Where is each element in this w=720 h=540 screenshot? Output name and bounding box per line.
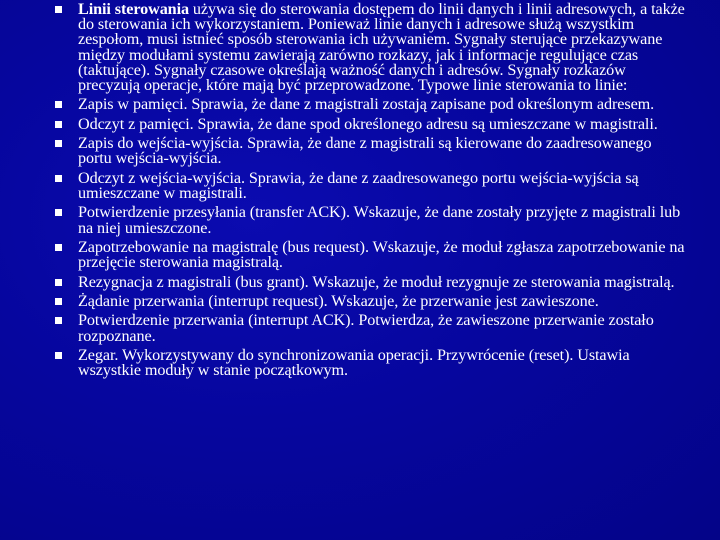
item-bold-text: Linii sterowania	[78, 0, 189, 18]
item-text: Zapotrzebowanie na magistralę (bus request). Wskazuje, że moduł zgłasza zapotrzebowanie na przejęcie sterowania magistralą.	[78, 237, 685, 272]
square-bullet-icon	[55, 209, 62, 216]
square-bullet-icon	[55, 244, 62, 251]
item-text: Odczyt z pamięci. Sprawia, że dane spod określonego adresu są umieszczane w magistrali.	[78, 114, 658, 133]
square-bullet-icon	[55, 298, 62, 305]
list-item	[55, 114, 685, 133]
list-item	[55, 205, 685, 235]
square-bullet-icon	[55, 279, 62, 286]
square-bullet-icon	[55, 317, 62, 324]
list-item	[55, 168, 685, 202]
square-bullet-icon	[55, 101, 62, 108]
list-item	[55, 136, 685, 166]
list-item	[55, 313, 685, 343]
square-bullet-icon	[55, 121, 62, 128]
list-item	[55, 272, 685, 291]
item-text: Zapis do wejścia-wyjścia. Sprawia, że dane z magistrali są kierowane do zaadresowanego portu wejścia-wyjścia.	[78, 134, 652, 168]
list-item	[55, 237, 685, 272]
list-item	[55, 97, 685, 112]
square-bullet-icon	[55, 6, 62, 13]
item-text: Potwierdzenie przerwania (interrupt ACK). Potwierdza, że zawieszone przerwanie zostało rozpoznane.	[78, 311, 654, 345]
bullet-list	[55, 2, 685, 383]
item-text: Odczyt z wejścia-wyjścia. Sprawia, że dane z zaadresowanego portu wejścia-wyjścia są umieszczane w magistrali.	[78, 168, 639, 202]
list-item	[55, 345, 685, 380]
list-item	[55, 2, 685, 93]
item-text: Żądanie przerwania (interrupt request). Wskazuje, że przerwanie jest zawieszone.	[78, 291, 599, 310]
item-text: używa się do sterowania dostępem do linii danych i linii adresowych, a także do sterowania ich wykorzystaniem. Ponieważ linie danych i adresowe służą wszystkim zespołom, musi istnieć sposób sterowania ich używaniem. Sygnały sterujące przekazywane między modułami systemu zawierają zarówno rozkazy, jak i informacje regulujące czas (taktujące). Sygnały czasowe określają ważność danych i adresów. Sygnały rozkazów precyzują operacje, które mają być przeprowadzone. Typowe linie sterowania to linie:	[78, 0, 685, 95]
item-text: Zegar. Wykorzystywany do synchronizowania operacji. Przywrócenie (reset). Ustawia wszystkie moduły w stanie początkowym.	[78, 345, 630, 380]
item-text: Zapis w pamięci. Sprawia, że dane z magistrali zostają zapisane pod określonym adresem.	[78, 95, 655, 114]
square-bullet-icon	[55, 352, 62, 359]
item-text: Potwierdzenie przesyłania (transfer ACK). Wskazuje, że dane zostały przyjęte z magistrali lub na niej umieszczone.	[78, 203, 681, 237]
list-item	[55, 291, 685, 310]
square-bullet-icon	[55, 140, 62, 147]
square-bullet-icon	[55, 175, 62, 182]
item-text: Rezygnacja z magistrali (bus grant). Wskazuje, że moduł rezygnuje ze sterowania magistralą.	[78, 272, 675, 291]
